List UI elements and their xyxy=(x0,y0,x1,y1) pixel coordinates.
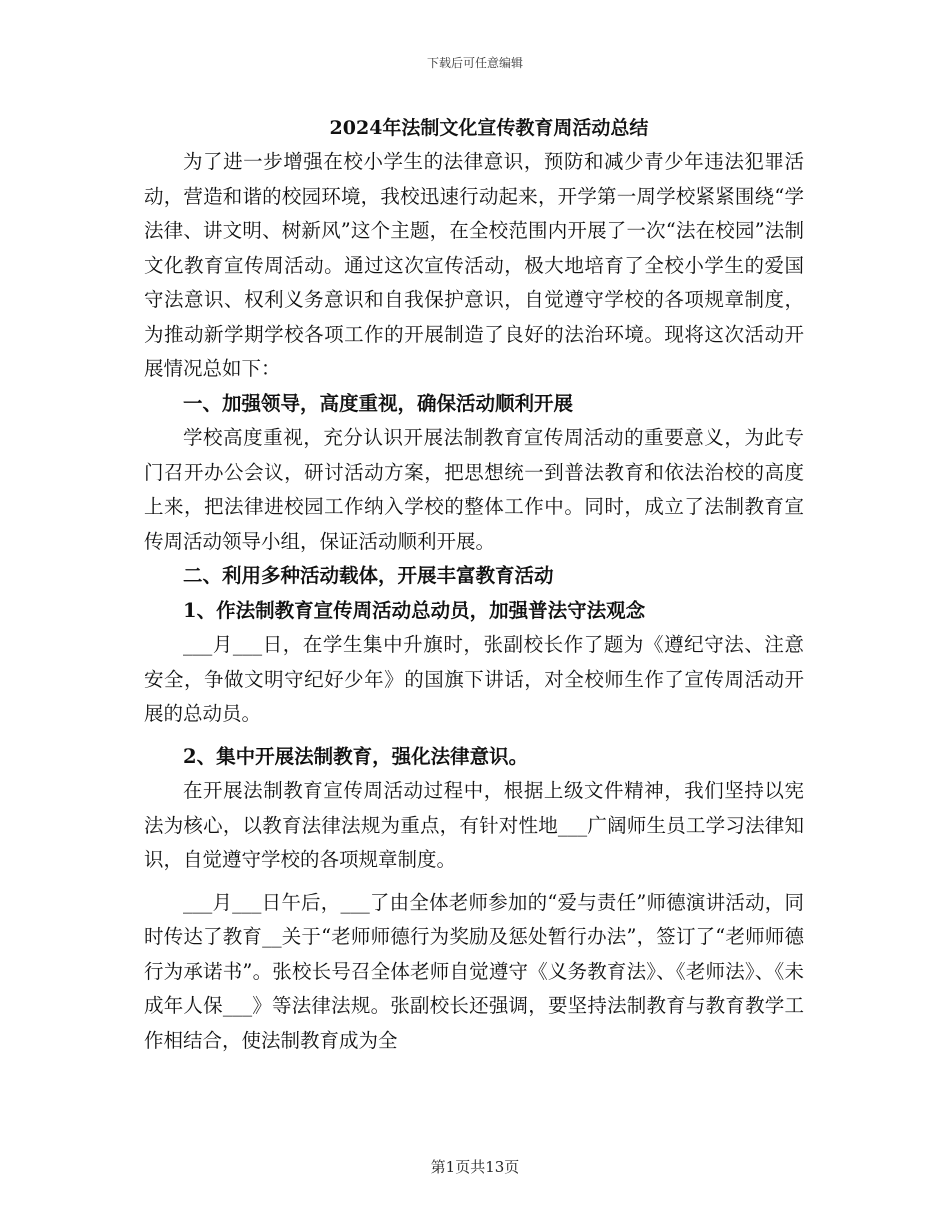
section-1-heading: 一、加强领导，高度重视，确保活动顺利开展 xyxy=(183,391,574,415)
subsection-1-heading: 1、作法制教育宣传周活动总动员，加强普法守法观念 xyxy=(183,598,646,622)
section-2-heading: 二、利用多种活动载体，开展丰富教育活动 xyxy=(183,564,554,587)
section-1-paragraph: 学校高度重视，充分认识开展法制教育宣传周活动的重要意义，为此专门召开办公会议，研讨活动方案，把思想统一到普法教育和依法治校的高度上来，把法律进校园工作纳入学校的整体工作中。同时，成立了法制教育宣传周活动领导小组，保证活动顺利开展。 xyxy=(144,426,804,553)
document-title: 2024年法制文化宣传教育周活动总结 xyxy=(329,117,649,139)
subsection-2-heading: 2、集中开展法制教育，强化法律意识。 xyxy=(183,744,529,768)
subsection-2-paragraph-2: ___月___日午后，___了由全体老师参加的“爱与责任”师德演讲活动，同时传达了教育__关于“老师师德行为奖励及惩处暂行办法”，签订了“老师师德行为承诺书”。张校长号召全体老师自觉遵守《义务教育法》、《老师法》、《未成年人保___》等法律法规。张副校长还强调，要坚持法制教育与教育教学工作相结合，使法制教育成为全 xyxy=(144,890,804,1052)
subsection-2-paragraph-1: 在开展法制教育宣传周活动过程中，根据上级文件精神，我们坚持以宪法为核心，以教育法律法规为重点，有针对性地___广阔师生员工学习法律知识，自觉遵守学校的各项规章制度。 xyxy=(144,779,804,871)
page-header-note: 下载后可任意编辑 xyxy=(426,56,523,70)
spacer xyxy=(144,878,804,886)
spacer xyxy=(144,732,804,740)
document-body xyxy=(144,112,804,1058)
subsection-1-paragraph: ___月___日，在学生集中升旗时，张副校长作了题为《遵纪守法、注意安全，争做文明守纪好少年》的国旗下讲话，对全校师生作了宣传周活动开展的总动员。 xyxy=(144,633,804,725)
intro-paragraph: 为了进一步增强在校小学生的法律意识，预防和减少青少年违法犯罪活动，营造和谐的校园环境，我校迅速行动起来，开学第一周学校紧紧围绕“学法律、讲文明、树新风”这个主题，在全校范围内开展了一次“法在校园”法制文化教育宣传周活动。通过这次宣传活动，极大地培育了全校小学生的爱国守法意识、权利义务意识和自我保护意识，自觉遵守学校的各项规章制度，为推动新学期学校各项工作的开展制造了良好的法治环境。现将这次活动开展情况总如下： xyxy=(144,150,804,380)
page-number-indicator: 第1页共13页 xyxy=(430,1158,520,1176)
